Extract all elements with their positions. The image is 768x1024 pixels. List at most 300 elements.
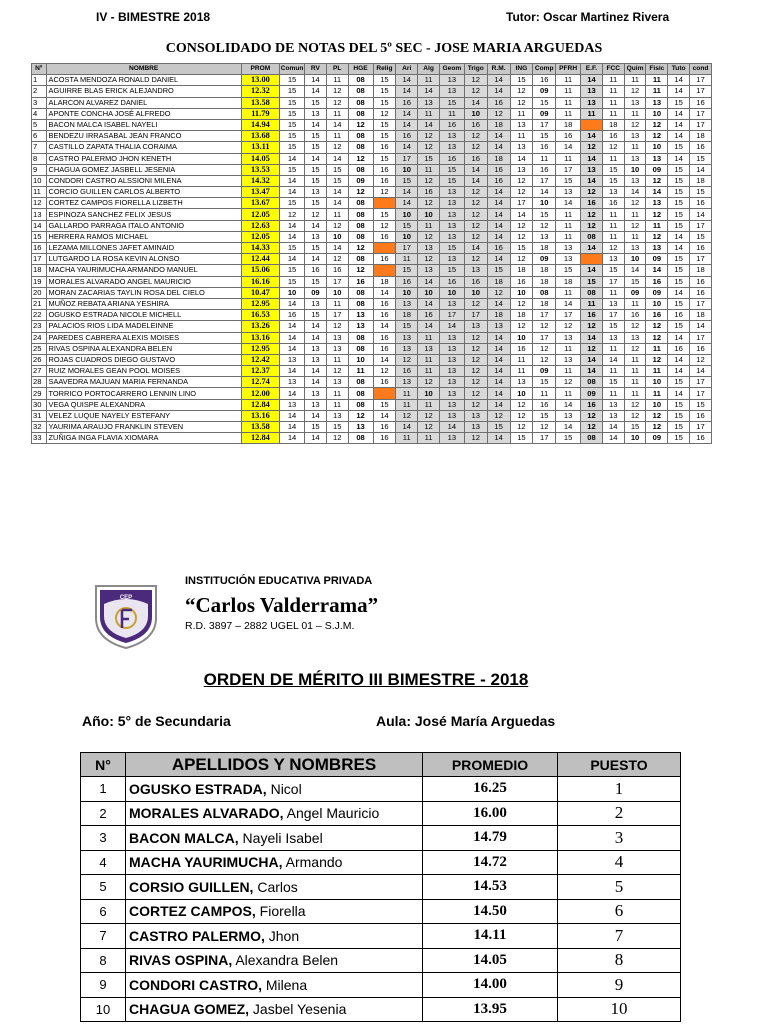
grade-cell: 12 — [396, 354, 418, 365]
grade-cell: 13 — [348, 310, 373, 321]
grade-cell: 15 — [396, 265, 418, 276]
grades-row — [32, 97, 712, 108]
grade-cell: 14 — [690, 321, 712, 332]
student-average: 13.53 — [241, 164, 279, 175]
grade-cell: 08 — [348, 231, 373, 242]
grade-cell: 11 — [646, 366, 668, 377]
grade-cell: 11 — [556, 388, 581, 399]
grade-cell: 12 — [581, 321, 603, 332]
grades-table — [31, 63, 712, 444]
grades-row — [32, 209, 712, 220]
grade-cell: 13 — [556, 410, 581, 421]
student-average: 12.05 — [241, 231, 279, 242]
grade-cell: 12 — [510, 187, 533, 198]
grade-cell: 13 — [439, 343, 464, 354]
grade-cell: 11 — [418, 332, 440, 343]
grade-cell: 17 — [556, 310, 581, 321]
merit-position: 4 — [558, 850, 681, 875]
grade-cell: 08 — [348, 332, 373, 343]
grade-cell: 13 — [280, 377, 305, 388]
merit-student-name — [126, 875, 423, 900]
grade-cell: 12 — [624, 410, 646, 421]
grade-cell: 14 — [487, 75, 510, 86]
grade-cell: 11 — [581, 108, 603, 119]
institution-name: “Carlos Valderrama” — [185, 593, 379, 617]
grade-cell: 11 — [326, 354, 348, 365]
grades-row — [32, 388, 712, 399]
grade-cell: 14 — [668, 75, 690, 86]
grade-cell: 12 — [464, 366, 487, 377]
grade-cell: 11 — [602, 388, 624, 399]
grade-cell: 15 — [533, 209, 556, 220]
grade-cell: 15 — [305, 142, 327, 153]
student-name: MORAN ZACARIAS TAYLIN ROSA DEL CIELO — [46, 287, 241, 298]
bimester-label: IV - BIMESTRE 2018 — [96, 10, 211, 24]
grade-cell: 13 — [487, 321, 510, 332]
grade-cell: 14 — [326, 153, 348, 164]
grade-cell: 14 — [668, 332, 690, 343]
grade-cell: 08 — [581, 231, 603, 242]
grade-cell: 16 — [624, 310, 646, 321]
grade-cell: 15 — [668, 164, 690, 175]
grade-cell: 12 — [487, 287, 510, 298]
grade-cell: 12 — [373, 366, 396, 377]
grade-cell: 18 — [533, 243, 556, 254]
merit-surname: CASTRO PALERMO, — [129, 927, 265, 944]
grade-cell: 14 — [396, 86, 418, 97]
grade-cell: 14 — [487, 377, 510, 388]
grade-cell: 12 — [464, 377, 487, 388]
grade-cell: 14 — [464, 175, 487, 186]
grade-cell: 17 — [556, 164, 581, 175]
grade-cell: 12 — [602, 142, 624, 153]
merit-position: 1 — [558, 777, 681, 802]
grade-cell: 17 — [533, 433, 556, 444]
grade-cell: 11 — [510, 354, 533, 365]
grade-cell: 14 — [418, 86, 440, 97]
grade-cell: 10 — [396, 164, 418, 175]
grade-cell: 15 — [305, 198, 327, 209]
grade-cell: 15 — [668, 399, 690, 410]
grade-cell: 14 — [396, 187, 418, 198]
student-name: LUTGARDO LA ROSA KEVIN ALONSO — [46, 254, 241, 265]
merit-student-name — [126, 850, 423, 875]
grade-cell: 12 — [326, 366, 348, 377]
merit-position: 9 — [558, 973, 681, 998]
grade-cell: 12 — [464, 198, 487, 209]
grades-col-header: Alg — [418, 64, 440, 75]
merit-position: 2 — [558, 801, 681, 826]
merit-number: 9 — [81, 973, 126, 998]
grade-cell: 13 — [396, 343, 418, 354]
grade-cell: 11 — [646, 86, 668, 97]
grade-cell: 16 — [396, 131, 418, 142]
grade-cell: 14 — [305, 332, 327, 343]
grade-cell: 10 — [646, 142, 668, 153]
grade-cell: 14 — [373, 410, 396, 421]
grade-cell: 15 — [556, 433, 581, 444]
grade-cell: 12 — [418, 142, 440, 153]
grade-cell: 08 — [348, 343, 373, 354]
grade-cell: 12 — [581, 209, 603, 220]
grade-cell: 11 — [602, 220, 624, 231]
grade-cell: 14 — [305, 220, 327, 231]
grade-cell: 13 — [581, 164, 603, 175]
student-name: ESPINOZA SANCHEZ FELIX JESUS — [46, 209, 241, 220]
merit-position: 7 — [558, 924, 681, 949]
merit-given-name: Alexandra Belen — [232, 952, 339, 969]
grade-cell: 17 — [690, 86, 712, 97]
grade-cell: 18 — [533, 298, 556, 309]
grades-col-header: PROM — [241, 64, 279, 75]
grade-cell: 14 — [280, 175, 305, 186]
student-average: 16.16 — [241, 276, 279, 287]
student-name: YAURIMA ARAUJO FRANKLIN STEVEN — [46, 422, 241, 433]
student-average: 12.44 — [241, 254, 279, 265]
grades-col-header: Tuto — [668, 64, 690, 75]
grade-cell: 13 — [305, 108, 327, 119]
merit-average: 14.79 — [423, 826, 558, 851]
grade-cell: 15 — [280, 108, 305, 119]
grade-cell: 15 — [280, 243, 305, 254]
grade-cell: 14 — [280, 366, 305, 377]
grade-cell: 15 — [668, 321, 690, 332]
grade-cell: 12 — [556, 377, 581, 388]
student-number: 4 — [32, 108, 47, 119]
grade-cell: 12 — [624, 220, 646, 231]
grade-cell: 12 — [418, 377, 440, 388]
merit-table — [80, 752, 681, 1022]
grade-cell: 10 — [533, 198, 556, 209]
grade-cell: 16 — [487, 243, 510, 254]
grade-cell: 12 — [581, 410, 603, 421]
grade-cell: 16 — [556, 131, 581, 142]
grade-cell: 12 — [510, 298, 533, 309]
merit-surname: OGUSKO ESTRADA, — [129, 780, 267, 797]
grade-cell: 13 — [646, 97, 668, 108]
grade-cell: 14 — [305, 153, 327, 164]
student-average: 13.67 — [241, 198, 279, 209]
grades-col-header: Ari — [396, 64, 418, 75]
grade-cell: 12 — [556, 321, 581, 332]
grade-cell: 11 — [602, 86, 624, 97]
grade-cell: 12 — [510, 175, 533, 186]
grades-col-header: Quim — [624, 64, 646, 75]
grade-cell: 12 — [464, 332, 487, 343]
student-average: 10.47 — [241, 287, 279, 298]
grade-cell: 12 — [373, 108, 396, 119]
grade-cell: 10 — [624, 254, 646, 265]
grade-cell: 16 — [373, 175, 396, 186]
grade-cell: 12 — [646, 332, 668, 343]
grade-cell — [373, 198, 396, 209]
grade-cell: 14 — [668, 131, 690, 142]
grades-header-row — [32, 64, 712, 75]
grades-row — [32, 231, 712, 242]
grade-cell: 13 — [326, 377, 348, 388]
grade-cell: 17 — [533, 175, 556, 186]
grade-cell: 14 — [487, 298, 510, 309]
merit-student-name — [126, 948, 423, 973]
grade-cell: 12 — [510, 321, 533, 332]
grade-cell: 14 — [487, 187, 510, 198]
grade-cell: 15 — [668, 209, 690, 220]
grade-cell: 16 — [668, 310, 690, 321]
grade-cell: 11 — [624, 142, 646, 153]
grade-cell: 13 — [439, 231, 464, 242]
grade-cell: 13 — [305, 388, 327, 399]
merit-row — [81, 850, 681, 875]
grade-cell: 16 — [280, 310, 305, 321]
grade-cell: 14 — [487, 198, 510, 209]
grade-cell: 13 — [510, 164, 533, 175]
grades-col-header: Nº — [32, 64, 47, 75]
grade-cell: 12 — [646, 175, 668, 186]
grades-col-header: HGE — [348, 64, 373, 75]
student-name: MUÑOZ REBATA ARIANA YESHIRA — [46, 298, 241, 309]
student-number: 17 — [32, 254, 47, 265]
grade-cell: 16 — [439, 119, 464, 130]
grade-cell: 13 — [602, 298, 624, 309]
grade-cell: 16 — [439, 276, 464, 287]
grade-cell: 16 — [487, 97, 510, 108]
merit-surname: CORSIO GUILLEN, — [129, 878, 254, 895]
grades-row — [32, 422, 712, 433]
student-name: ROJAS CUADROS DIEGO GUSTAVO — [46, 354, 241, 365]
grade-cell: 10 — [439, 287, 464, 298]
grade-cell: 13 — [602, 187, 624, 198]
grade-cell: 10 — [418, 287, 440, 298]
grade-cell: 14 — [487, 399, 510, 410]
grade-cell: 13 — [305, 399, 327, 410]
merit-average: 14.72 — [423, 850, 558, 875]
grade-cell: 14 — [396, 422, 418, 433]
grades-col-header: Geom — [439, 64, 464, 75]
institution-registration: R.D. 3897 – 2882 UGEL 01 – S.J.M. — [185, 620, 355, 632]
tutor-label: Tutor: Oscar Martinez Rivera — [506, 10, 670, 24]
grade-cell: 10 — [464, 287, 487, 298]
grade-cell: 16 — [464, 119, 487, 130]
grade-cell: 11 — [418, 220, 440, 231]
year-label: Año: 5° de Secundaria — [82, 713, 231, 729]
merit-average: 14.00 — [423, 973, 558, 998]
grade-cell: 14 — [439, 321, 464, 332]
grade-cell: 14 — [487, 86, 510, 97]
grade-cell: 12 — [464, 399, 487, 410]
grade-cell: 16 — [487, 175, 510, 186]
grade-cell: 14 — [602, 433, 624, 444]
grade-cell: 12 — [464, 298, 487, 309]
grades-row — [32, 366, 712, 377]
grades-body — [32, 75, 712, 444]
grade-cell: 12 — [646, 231, 668, 242]
grade-cell: 18 — [690, 265, 712, 276]
student-number: 24 — [32, 332, 47, 343]
merit-average: 13.95 — [423, 997, 558, 1022]
grade-cell: 15 — [602, 265, 624, 276]
grade-cell: 14 — [487, 220, 510, 231]
grade-cell: 11 — [348, 366, 373, 377]
merit-position: 6 — [558, 899, 681, 924]
student-number: 12 — [32, 198, 47, 209]
grade-cell: 16 — [646, 310, 668, 321]
grade-cell: 16 — [510, 276, 533, 287]
merit-row — [81, 948, 681, 973]
grade-cell: 14 — [373, 354, 396, 365]
student-name: VELEZ LUQUE NAYELY ESTEFANY — [46, 410, 241, 421]
merit-number: 7 — [81, 924, 126, 949]
grade-cell: 17 — [690, 119, 712, 130]
grade-cell: 13 — [305, 343, 327, 354]
student-name: OGUSKO ESTRADA NICOLE MICHELL — [46, 310, 241, 321]
grade-cell: 11 — [624, 75, 646, 86]
merit-surname: CHAGUA GOMEZ, — [129, 1001, 250, 1018]
merit-surname: BACON MALCA, — [129, 829, 239, 846]
grade-cell: 11 — [602, 343, 624, 354]
grade-cell: 14 — [487, 254, 510, 265]
grade-cell: 09 — [581, 388, 603, 399]
grade-cell: 13 — [464, 321, 487, 332]
grade-cell: 18 — [396, 310, 418, 321]
grade-cell: 13 — [624, 97, 646, 108]
grade-cell: 12 — [581, 187, 603, 198]
grade-cell: 15 — [668, 97, 690, 108]
merit-position: 5 — [558, 875, 681, 900]
grade-cell: 14 — [668, 231, 690, 242]
grade-cell: 11 — [396, 433, 418, 444]
grade-cell: 14 — [305, 119, 327, 130]
grade-cell: 14 — [533, 187, 556, 198]
grade-cell: 08 — [348, 97, 373, 108]
merit-given-name: Milena — [262, 976, 308, 993]
grade-cell: 16 — [373, 422, 396, 433]
grade-cell: 12 — [348, 410, 373, 421]
grade-cell: 13 — [439, 388, 464, 399]
grade-cell: 14 — [602, 354, 624, 365]
grade-cell: 15 — [373, 119, 396, 130]
grade-cell: 15 — [510, 243, 533, 254]
grade-cell: 13 — [439, 254, 464, 265]
grade-cell: 14 — [373, 287, 396, 298]
grade-cell: 14 — [510, 209, 533, 220]
grade-cell: 08 — [348, 209, 373, 220]
grades-row — [32, 332, 712, 343]
merit-col-names: APELLIDOS Y NOMBRES — [126, 753, 423, 777]
grade-cell: 14 — [418, 298, 440, 309]
grade-cell: 15 — [280, 164, 305, 175]
grade-cell: 10 — [624, 433, 646, 444]
grade-cell: 08 — [581, 287, 603, 298]
grade-cell: 18 — [533, 276, 556, 287]
grade-cell: 14 — [280, 153, 305, 164]
merit-average: 14.50 — [423, 899, 558, 924]
grade-cell: 17 — [439, 310, 464, 321]
merit-average: 16.25 — [423, 777, 558, 802]
grade-cell: 15 — [418, 153, 440, 164]
student-average: 13.58 — [241, 97, 279, 108]
grade-cell: 13 — [280, 354, 305, 365]
grade-cell: 11 — [396, 399, 418, 410]
grade-cell: 09 — [646, 287, 668, 298]
student-name: CASTILLO ZAPATA THALIA CORAIMA — [46, 142, 241, 153]
grades-row — [32, 433, 712, 444]
grade-cell: 15 — [533, 377, 556, 388]
grade-cell: 12 — [624, 343, 646, 354]
grade-cell: 16 — [373, 164, 396, 175]
grade-cell: 11 — [646, 75, 668, 86]
grade-cell: 08 — [348, 164, 373, 175]
grade-cell: 12 — [326, 254, 348, 265]
grade-cell: 16 — [533, 399, 556, 410]
grade-cell: 18 — [510, 310, 533, 321]
merit-col-position: PUESTO — [558, 753, 681, 777]
grade-cell: 12 — [396, 410, 418, 421]
merit-surname: RIVAS OSPINA, — [129, 952, 233, 969]
grade-cell: 13 — [556, 354, 581, 365]
grade-cell: 15 — [668, 265, 690, 276]
grade-cell: 15 — [305, 175, 327, 186]
grade-cell: 12 — [348, 153, 373, 164]
grade-cell: 15 — [487, 422, 510, 433]
grade-cell: 15 — [305, 243, 327, 254]
grade-cell: 15 — [602, 175, 624, 186]
grade-cell: 14 — [464, 97, 487, 108]
grade-cell: 12 — [533, 321, 556, 332]
grade-cell: 14 — [602, 422, 624, 433]
grade-cell: 11 — [624, 377, 646, 388]
student-name: MACHA YAURIMUCHA ARMANDO MANUEL — [46, 265, 241, 276]
grade-cell: 11 — [624, 209, 646, 220]
grade-cell: 18 — [556, 119, 581, 130]
grade-cell: 13 — [439, 399, 464, 410]
grades-row — [32, 164, 712, 175]
grade-cell: 15 — [533, 131, 556, 142]
grades-row — [32, 410, 712, 421]
grade-cell: 16 — [373, 332, 396, 343]
merit-student-name — [126, 899, 423, 924]
grade-cell: 08 — [348, 198, 373, 209]
student-name: PALACIOS RIOS LIDA MADELEINNE — [46, 321, 241, 332]
grade-cell: 13 — [464, 265, 487, 276]
grade-cell: 13 — [602, 332, 624, 343]
grade-cell: 12 — [510, 410, 533, 421]
merit-body — [81, 777, 681, 1022]
grade-cell: 14 — [487, 131, 510, 142]
grade-cell: 12 — [348, 265, 373, 276]
grade-cell: 12 — [305, 209, 327, 220]
grade-cell: 17 — [690, 108, 712, 119]
grades-col-header: Comun — [280, 64, 305, 75]
merit-position: 3 — [558, 826, 681, 851]
student-average: 11.79 — [241, 108, 279, 119]
grade-cell: 15 — [668, 142, 690, 153]
grade-cell — [581, 254, 603, 265]
merit-col-average: PROMEDIO — [423, 753, 558, 777]
grades-row — [32, 265, 712, 276]
grade-cell: 14 — [581, 75, 603, 86]
student-name: CORTEZ CAMPOS FIORELLA LIZBETH — [46, 198, 241, 209]
grade-cell: 15 — [668, 377, 690, 388]
grade-cell: 09 — [624, 287, 646, 298]
grade-cell: 10 — [646, 108, 668, 119]
grade-cell: 14 — [581, 354, 603, 365]
grades-row — [32, 310, 712, 321]
student-number: 32 — [32, 422, 47, 433]
grade-cell: 12 — [624, 321, 646, 332]
student-name: RIVAS OSPINA ALEXANDRA BELEN — [46, 343, 241, 354]
grade-cell: 12 — [348, 119, 373, 130]
merit-number: 10 — [81, 997, 126, 1022]
